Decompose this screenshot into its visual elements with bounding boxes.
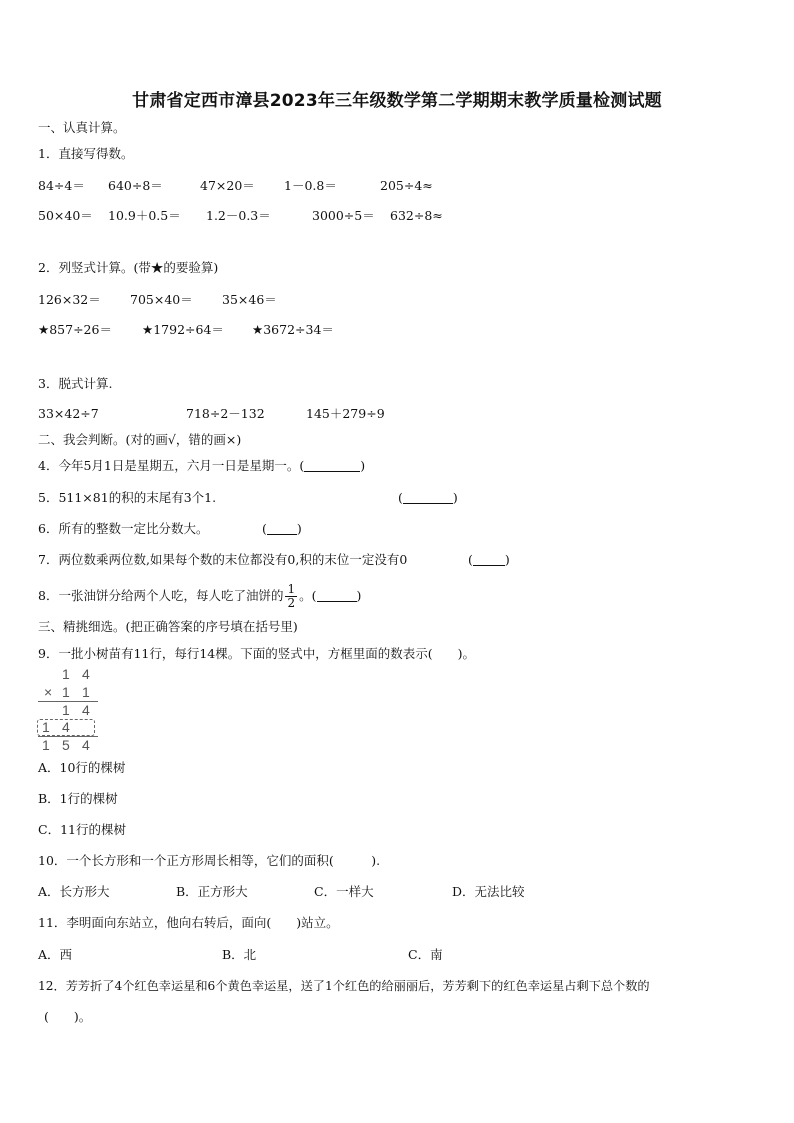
q9-option-b[interactable]: B．1行的棵树 (38, 791, 118, 806)
q6-text: 6．所有的整数一定比分数大。 (38, 521, 209, 536)
calc-digit: 4 (82, 702, 90, 718)
calc-digit: 5 (62, 737, 70, 753)
calc-digit: 4 (82, 666, 90, 682)
q4 (38, 458, 365, 474)
q2-item: 126×32＝ (38, 292, 101, 307)
q3-item: 33×42÷7 (38, 406, 99, 421)
q10-option-b[interactable]: B．正方形大 (176, 884, 248, 899)
q6-answer (262, 521, 302, 537)
q11-option-b[interactable]: B．北 (222, 947, 257, 962)
q1-item: 205÷4≈ (380, 178, 433, 193)
q1-label: 1．直接写得数。 (38, 146, 134, 161)
answer-blank[interactable] (403, 491, 453, 504)
q8-before: 8．一张油饼分给两个人吃，每人吃了油饼的 (38, 588, 284, 603)
calc-digit: 1 (62, 702, 70, 718)
q1-item: 84÷4＝ (38, 178, 85, 193)
q2-label: 2．列竖式计算。(带★的要验算) (38, 260, 219, 275)
q2-item: 705×40＝ (130, 292, 193, 307)
q1-item: 47×20＝ (200, 178, 255, 193)
calc-digit: 4 (62, 719, 70, 735)
q1-item: 50×40＝ (38, 208, 93, 223)
section1-heading: 一、认真计算。 (38, 120, 126, 135)
q8 (38, 581, 361, 611)
answer-blank[interactable] (267, 522, 297, 535)
q2-item: 35×46＝ (222, 292, 277, 307)
q5-close: ) (452, 490, 458, 505)
q1-item: 1－0.8＝ (284, 178, 337, 193)
q9-option-a[interactable]: A．10行的棵树 (38, 760, 126, 775)
q7-text: 7．两位数乘两位数,如果每个数的末位都没有0,积的末位一定没有0 (38, 552, 408, 567)
q3-item: 145＋279÷9 (306, 406, 385, 421)
calc-digit: 1 (82, 684, 90, 700)
q1-item: 3000÷5＝ (312, 208, 375, 223)
q2-item: ★1792÷64＝ (142, 322, 224, 337)
q7-open: ( (468, 552, 473, 567)
q4-close: ) (360, 458, 366, 473)
q2-item: ★3672÷34＝ (252, 322, 334, 337)
q3-label: 3．脱式计算. (38, 376, 113, 391)
q5-open: ( (398, 490, 403, 505)
q6-close: ) (296, 521, 302, 536)
q1-item: 1.2－0.3＝ (206, 208, 271, 223)
q6-open: ( (262, 521, 267, 536)
q2-item: ★857÷26＝ (38, 322, 112, 337)
answer-blank[interactable] (473, 553, 505, 566)
answer-blank[interactable] (304, 459, 360, 472)
fraction-denominator: 2 (287, 596, 296, 610)
q12-line2: ( )。 (44, 1009, 92, 1024)
q12-line1: 12．芳芳折了4个红色幸运星和6个黄色幸运星，送了1个红色的给丽丽后，芳芳剩下的红色幸运星占剩下总个数的 (38, 979, 650, 993)
page-title: 甘肃省定西市漳县2023年三年级数学第二学期期末教学质量检测试题 (132, 91, 662, 111)
q11-option-c[interactable]: C．南 (408, 947, 443, 962)
q9-option-c[interactable]: C．11行的棵树 (38, 822, 126, 837)
section2-heading: 二、我会判断。(对的画√，错的画×) (38, 432, 242, 447)
q11-option-a[interactable]: A．西 (38, 947, 73, 962)
multiply-sign: × (44, 684, 53, 700)
fraction-numerator: 1 (287, 582, 296, 596)
q9-text: 9．一批小树苗有11行，每行14棵。下面的竖式中，方框里面的数表示( )。 (38, 646, 476, 661)
section3-heading: 三、精挑细选。(把正确答案的序号填在括号里) (38, 619, 298, 634)
calc-digit: 1 (62, 666, 70, 682)
q10-option-c[interactable]: C．一样大 (314, 884, 374, 899)
calc-digit: 1 (42, 737, 50, 753)
q4-text: 4．今年5月1日是星期五，六月一日是星期一。( (38, 458, 305, 473)
q8-close: ) (356, 588, 362, 603)
q3-item: 718÷2－132 (186, 406, 265, 421)
answer-blank[interactable] (317, 589, 357, 602)
calc-digit: 1 (42, 719, 50, 735)
q10-option-a[interactable]: A．长方形大 (38, 884, 110, 899)
q8-after: 。( (299, 588, 317, 603)
q5-text: 5．511×81的积的末尾有3个1. (38, 490, 217, 505)
calc-digit: 4 (82, 737, 90, 753)
calc-digit: 1 (62, 684, 70, 700)
q7-answer (468, 552, 510, 568)
q7-close: ) (504, 552, 510, 567)
q11-text: 11．李明面向东站立，他向右转后，面向( )站立。 (38, 915, 339, 930)
q1-item: 10.9＋0.5＝ (108, 208, 181, 223)
fraction (285, 583, 297, 610)
q5-answer (398, 490, 458, 506)
q10-text: 10．一个长方形和一个正方形周长相等，它们的面积( ). (38, 853, 381, 868)
q1-item: 640÷8＝ (108, 178, 163, 193)
q10-option-d[interactable]: D．无法比较 (452, 884, 525, 899)
q1-item: 632÷8≈ (390, 208, 443, 223)
